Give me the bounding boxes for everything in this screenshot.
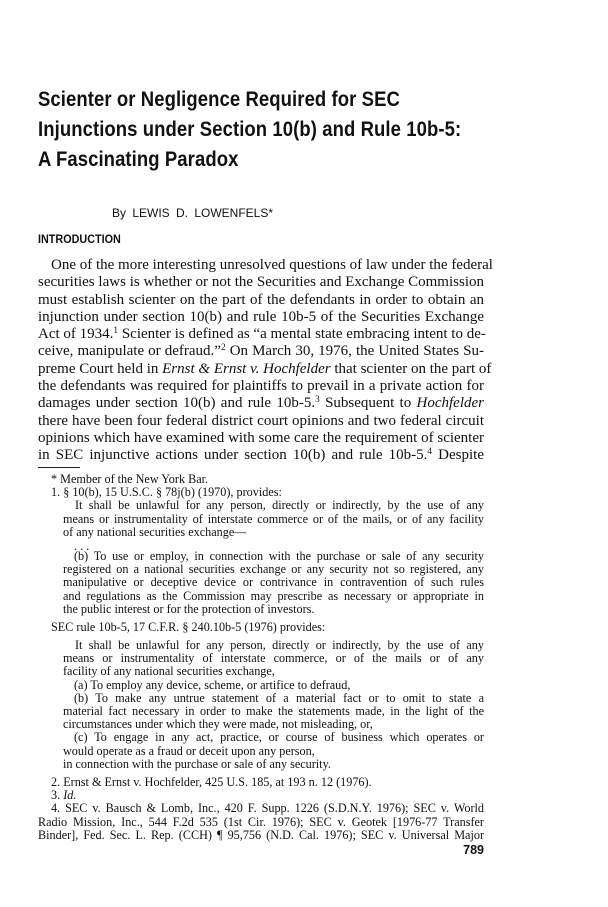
quote-line: (a) To employ any device, scheme, or artifice to defraud, [74, 677, 351, 692]
text-run: Subsequent to [319, 395, 417, 412]
quote-line: of any national securities exchange— [63, 524, 247, 539]
body-line [38, 360, 492, 378]
text-run: On March 30, 1976, the United States Su- [225, 343, 484, 360]
quote-line: material fact necessary in order to make the statements made, in the light of the [63, 704, 484, 718]
text-run: in SEC injunctive actions under section 10(b) and rule 10b-5. [38, 447, 428, 464]
case-name: Ernst & Ernst v. Hochfelder [162, 360, 331, 377]
footnotes [38, 473, 484, 842]
text-run: damages under section 10(b) and rule 10b-5. [38, 395, 316, 412]
quote-line: means or instrumentality of interstate commerce or of the mails, or of any facility [63, 511, 484, 526]
quote-line: (c) To engage in any act, practice, or course of business which operates or [74, 730, 484, 745]
section-heading: INTRODUCTION [38, 232, 121, 246]
footnote-number: 3. [51, 788, 61, 803]
footnote-ref[interactable]: 1 [113, 326, 119, 337]
footnote-ref[interactable]: 3 [315, 395, 320, 406]
footnote-4-line: Radio Mission, Inc., 544 F.2d 535 (1st Cir. 1976); SEC v. Geotek [1976-77 Transfer [38, 814, 484, 829]
quote-line: (b) To use or employ, in connection with the purchase or sale of any security [74, 548, 484, 563]
ellipsis: . . . [74, 538, 90, 553]
body-line [38, 395, 484, 412]
body-line: One of the more interesting unresolved questions of law under the federal [51, 257, 493, 273]
quote-line: in connection with the purchase or sale of any security. [63, 756, 331, 771]
quote-line: registered on a national securities exchange or any security not so registered, any [63, 562, 484, 577]
footnote-1-head: 1. § 10(b), 15 U.S.C. § 78j(b) (1970), provides: [51, 485, 282, 500]
title-line: Scienter or Negligence Required for SEC [38, 87, 400, 111]
footnote-4-line: Binder], Fed. Sec. L. Rep. (CCH) ¶ 95,756 (N.D. Cal. 1976); SEC v. Universal Major [38, 827, 484, 842]
text-run: that scienter on the part of [330, 360, 492, 377]
quote-line: circumstances under which they were made, not misleading, or, [63, 717, 373, 732]
text-run: ceive, manipulate or defraud.” [38, 343, 221, 360]
quote-line: and regulations as the Commission may prescribe as necessary or appropriate in [63, 588, 484, 603]
footnote-divider [38, 467, 80, 468]
title-line: A Fascinating Paradox [38, 147, 239, 171]
quote-line: facility of any national securities exchange, [63, 664, 275, 679]
body-line: opinions which have examined with some care the requirement of scienter [38, 429, 484, 446]
text-run: preme Court held in [38, 360, 163, 377]
footnote-ref[interactable]: 2 [220, 343, 226, 354]
body-line [38, 343, 484, 360]
body-line: must establish scienter on the part of the defendants in order to obtain an [38, 291, 484, 308]
text-run: Despite [432, 447, 484, 464]
rule-10b5-head: SEC rule 10b-5, 17 C.F.R. § 240.10b-5 (1976) provides: [51, 619, 326, 634]
article-title [38, 84, 461, 174]
quote-line: (b) To make any untrue statement of a material fact or to omit to state a [74, 690, 484, 705]
body-line: the defendants was required for plaintiffs to prevail in a private action for [38, 378, 484, 395]
body-line: there have been four federal district court opinions and two federal circuit [38, 412, 484, 429]
text-run: Act of 1934. [38, 326, 114, 343]
footnote-star: * Member of the New York Bar. [51, 472, 209, 486]
case-name: Hochfelder [416, 395, 484, 412]
body-paragraph [38, 257, 493, 465]
footnote-ref[interactable]: 4 [427, 447, 433, 458]
body-line [38, 326, 484, 343]
text-run: Scienter is defined as “a mental state embracing intent to de- [118, 326, 486, 343]
quote-line: would operate as a fraud or deceit upon any person, [63, 743, 315, 758]
quote-line: It shall be unlawful for any person, directly or indirectly, by the use of any [75, 638, 484, 653]
author-byline: By LEWIS D. LOWENFELS* [112, 206, 274, 220]
title-line: Injunctions under Section 10(b) and Rule 10b-5: [38, 117, 462, 141]
footnote-4-line: 4. SEC v. Bausch & Lomb, Inc., 420 F. Supp. 1226 (S.D.N.Y. 1976); SEC v. World [51, 801, 484, 816]
quote-line: manipulative or deceptive device or contrivance in contravention of such rules [63, 575, 484, 590]
quote-line: the public interest or for the protection of investors. [63, 601, 315, 616]
page-number: 789 [463, 843, 484, 857]
body-line: securities laws is whether or not the Securities and Exchange Commission [38, 274, 484, 291]
quote-line: It shall be unlawful for any person, directly or indirectly, by the use of any [75, 498, 484, 513]
body-line: injunction under section 10(b) and rule 10b-5 of the Securities Exchange [38, 308, 484, 325]
quote-line: means or instrumentality of interstate commerce, or of the mails or of any [63, 651, 484, 666]
body-line [38, 447, 484, 464]
footnote-2: 2. Ernst & Ernst v. Hochfelder, 425 U.S. 185, at 193 n. 12 (1976). [51, 774, 372, 789]
footnote-text: Id. [63, 788, 77, 803]
